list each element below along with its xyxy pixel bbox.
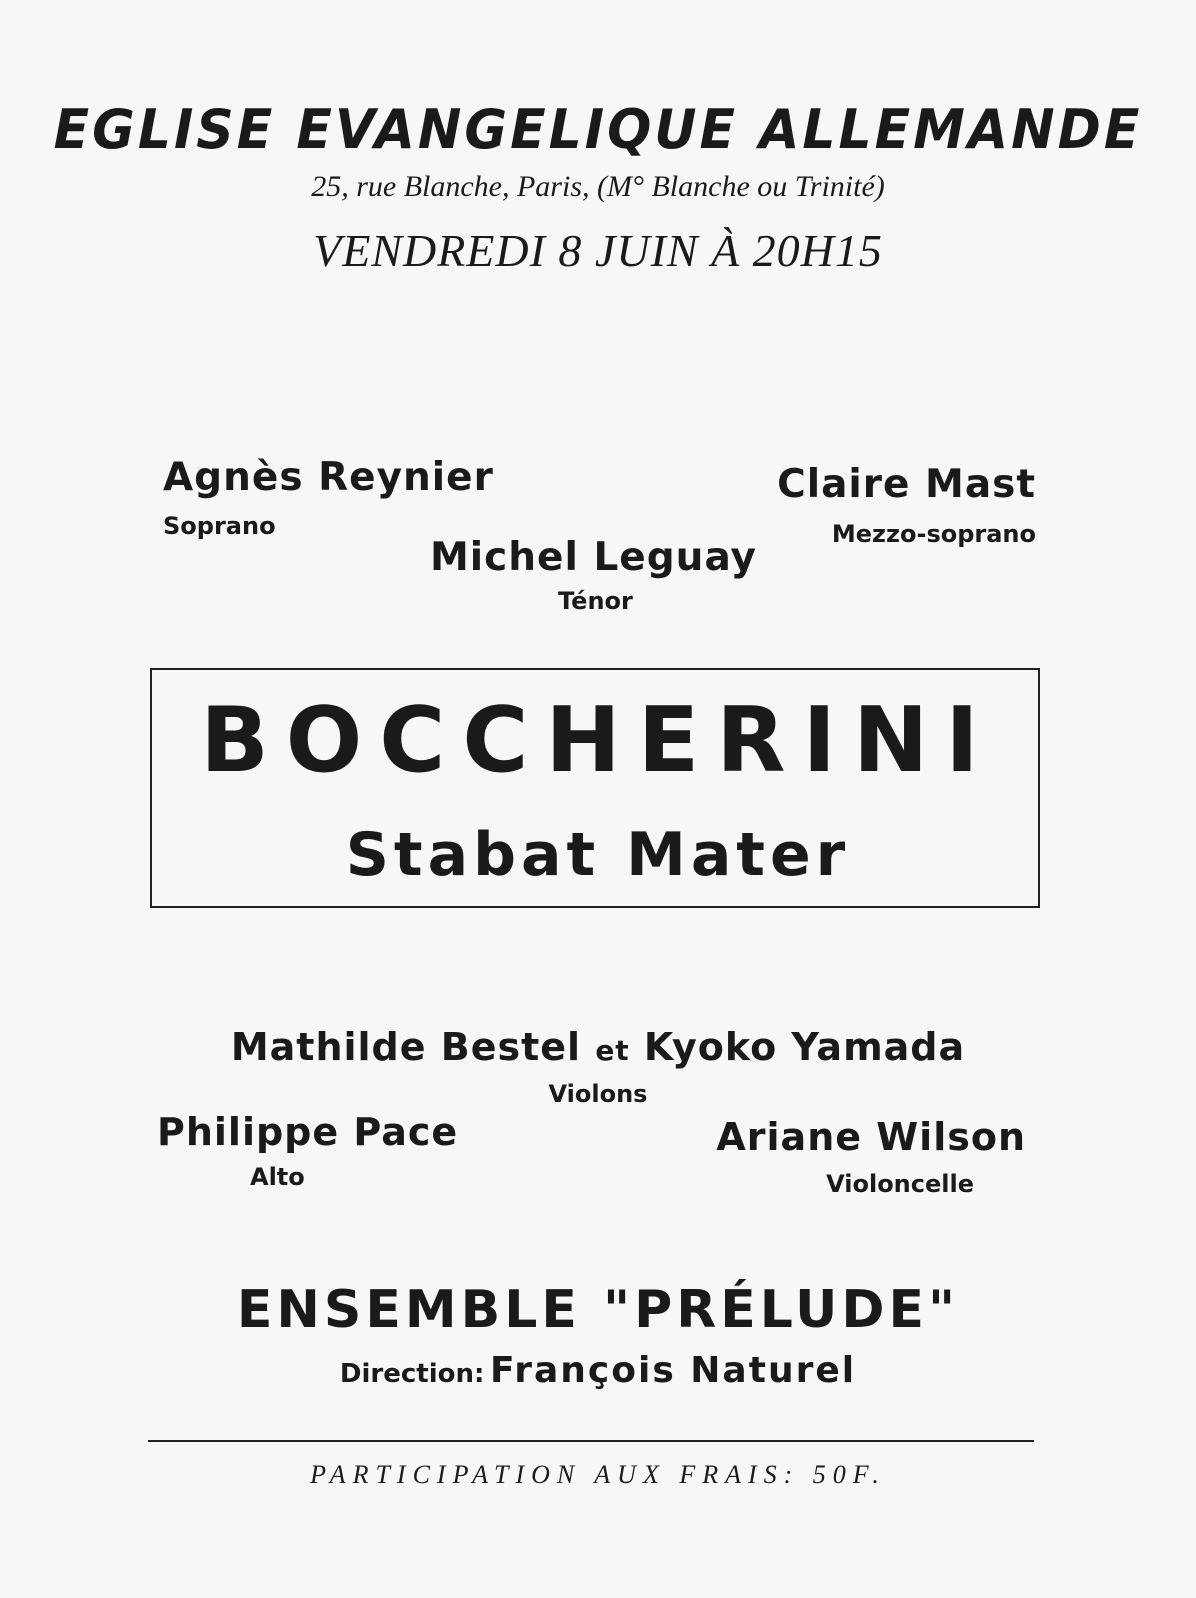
cello-name: Ariane Wilson <box>716 1115 1026 1159</box>
church-name: EGLISE EVANGELIQUE ALLEMANDE <box>53 98 1143 162</box>
violins-role: Violons <box>548 1080 648 1108</box>
viola-role: Alto <box>250 1163 305 1191</box>
ensemble-name: ENSEMBLE "PRÉLUDE" <box>236 1280 960 1340</box>
direction-label: Direction: <box>339 1359 485 1389</box>
singer-name-tenor: Michel Leguay <box>430 535 757 580</box>
violinist-name-b: Kyoko Yamada <box>643 1025 966 1069</box>
singer-role-soprano: Soprano <box>163 512 276 540</box>
singer-name-mezzo: Claire Mast <box>777 462 1036 507</box>
singer-role-mezzo: Mezzo-soprano <box>831 520 1036 548</box>
singer-role-tenor: Ténor <box>558 587 633 615</box>
church-address: 25, rue Blanche, Paris, (M° Blanche ou Trinité) <box>311 170 885 203</box>
singer-name-soprano: Agnès Reynier <box>163 455 494 500</box>
viola-name: Philippe Pace <box>157 1110 459 1154</box>
concert-date: VENDREDI 8 JUIN À 20H15 <box>313 225 883 276</box>
composer-name: BOCCHERINI <box>200 688 996 793</box>
violinist-name-a: Mathilde Bestel <box>230 1025 582 1069</box>
director-name: François Naturel <box>489 1350 857 1391</box>
cello-role: Violoncelle <box>826 1170 974 1198</box>
conjunction-et: et <box>595 1034 630 1067</box>
direction-line <box>0 1350 1196 1391</box>
admission-fee: PARTICIPATION AUX FRAIS: 50F. <box>310 1460 886 1489</box>
work-title: Stabat Mater <box>345 820 851 890</box>
footer-divider <box>148 1440 1034 1442</box>
violinists-line <box>0 1025 1196 1069</box>
